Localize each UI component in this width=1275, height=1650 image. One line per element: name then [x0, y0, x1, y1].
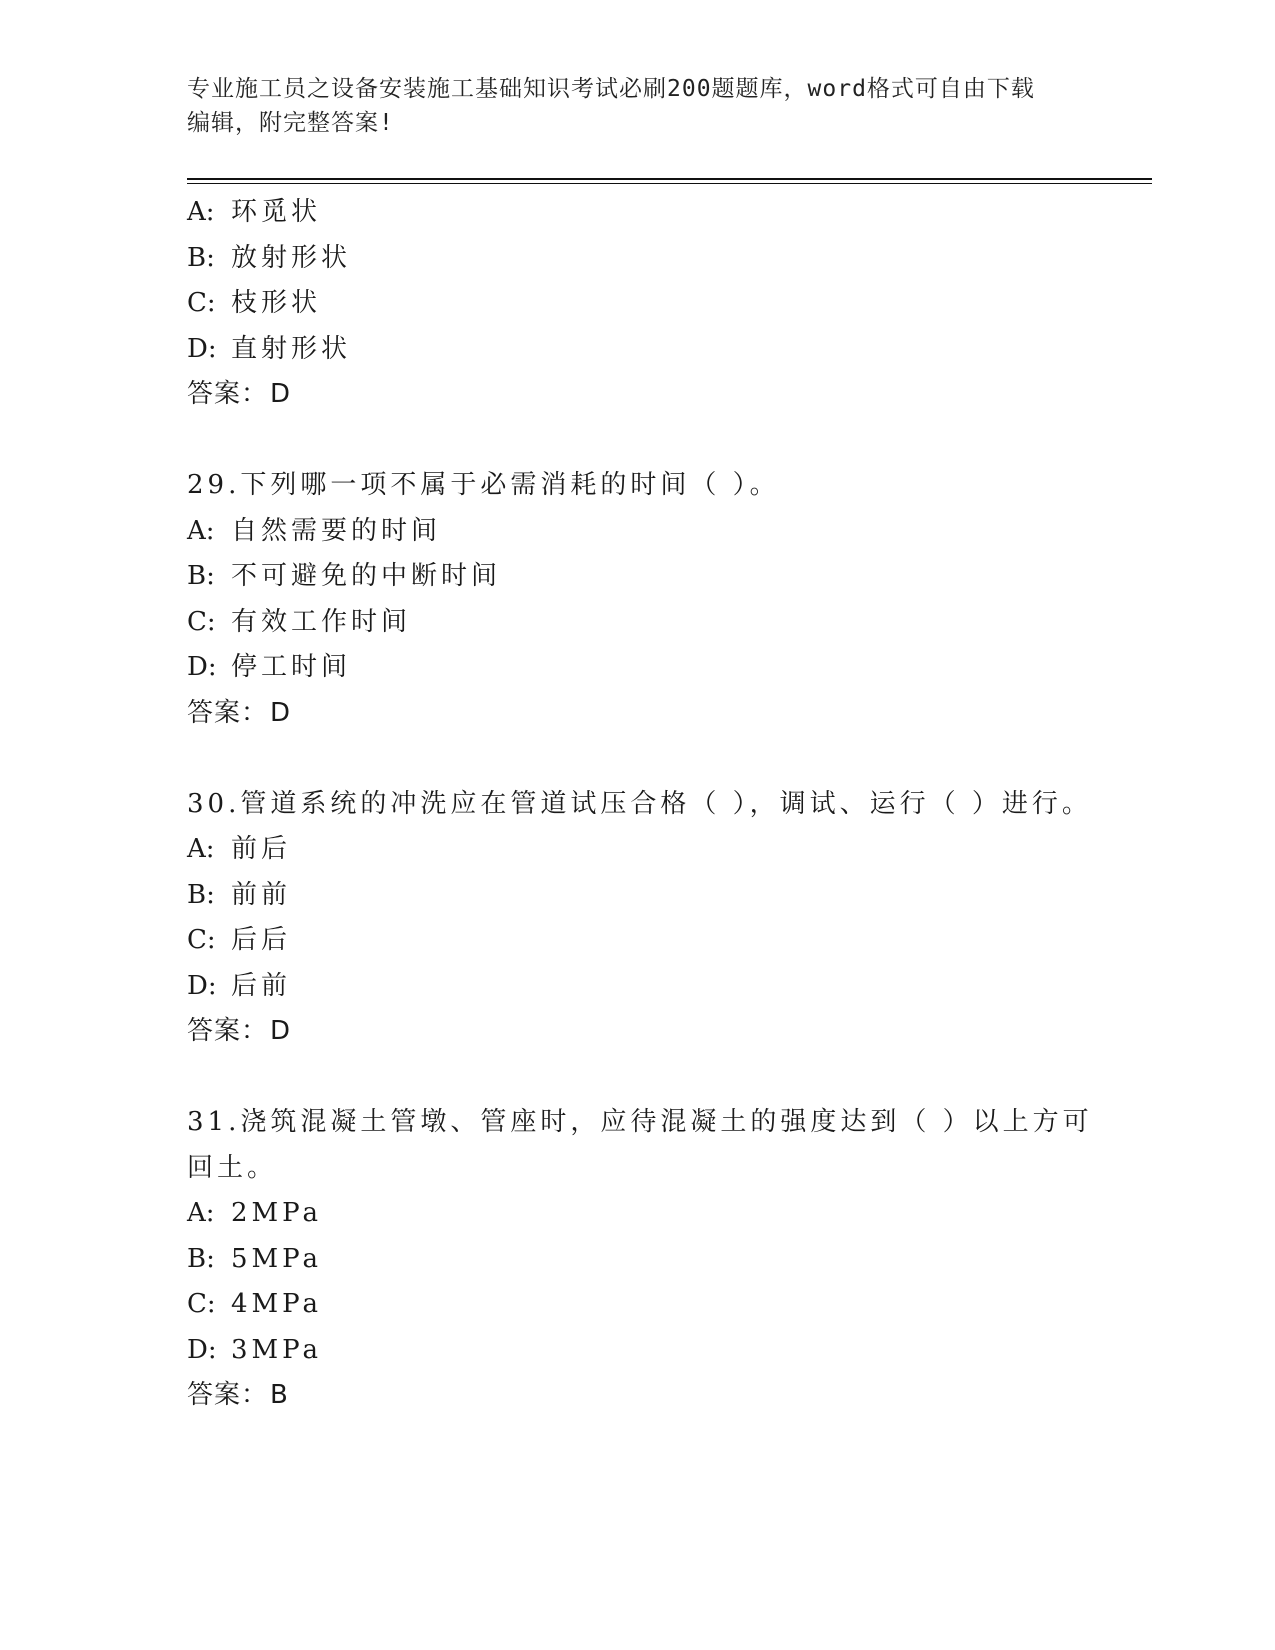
answer: 答案：D — [187, 1016, 292, 1046]
option-b: B: 前前 — [187, 879, 292, 910]
option-b: B: 5MPa — [187, 1243, 322, 1274]
option-d: D: 后前 — [187, 970, 292, 1001]
question-text: 30.管道系统的冲洗应在管道试压合格（ ），调试、运行（ ）进行。 — [187, 788, 1092, 819]
header-divider-thin — [187, 183, 1152, 184]
answer: 答案：D — [187, 379, 292, 409]
question-31 — [187, 1100, 1093, 1419]
question-text: 29.下列哪一项不属于必需消耗的时间（ ）。 — [187, 470, 780, 500]
question-30 — [187, 782, 1092, 1055]
question-list — [187, 190, 1093, 1419]
option-a: A: 自然需要的时间 — [187, 515, 442, 546]
option-b: B: 放射形状 — [187, 242, 352, 273]
option-c: C: 后后 — [187, 925, 292, 955]
option-c: C: 枝形状 — [187, 288, 322, 318]
option-c: C: 4MPa — [187, 1289, 322, 1319]
header-line-2: 编辑，附完整答案! — [187, 110, 394, 136]
document-header — [187, 72, 1087, 140]
option-d: D: 3MPa — [187, 1334, 322, 1365]
option-a: A: 环觅状 — [187, 197, 322, 227]
header-divider-thick — [187, 178, 1152, 180]
answer: 答案：B — [187, 1380, 289, 1410]
question-29 — [187, 463, 1087, 736]
option-a: A: 2MPa — [187, 1198, 322, 1228]
question-text-line-2: 回土。 — [187, 1152, 278, 1183]
option-d: D: 直射形状 — [187, 333, 352, 364]
option-c: C: 有效工作时间 — [187, 606, 412, 637]
option-a: A: 前后 — [187, 834, 292, 864]
question-text-line-1: 31.浇筑混凝土管墩、管座时，应待混凝土的强度达到（ ）以上方可 — [187, 1107, 1093, 1137]
question-28 — [187, 190, 1087, 418]
answer: 答案：D — [187, 697, 292, 728]
header-line-1: 专业施工员之设备安装施工基础知识考试必刷200题题库，word格式可自由下载 — [187, 76, 1035, 102]
option-b: B: 不可避免的中断时间 — [187, 561, 502, 591]
option-d: D: 停工时间 — [187, 652, 352, 682]
